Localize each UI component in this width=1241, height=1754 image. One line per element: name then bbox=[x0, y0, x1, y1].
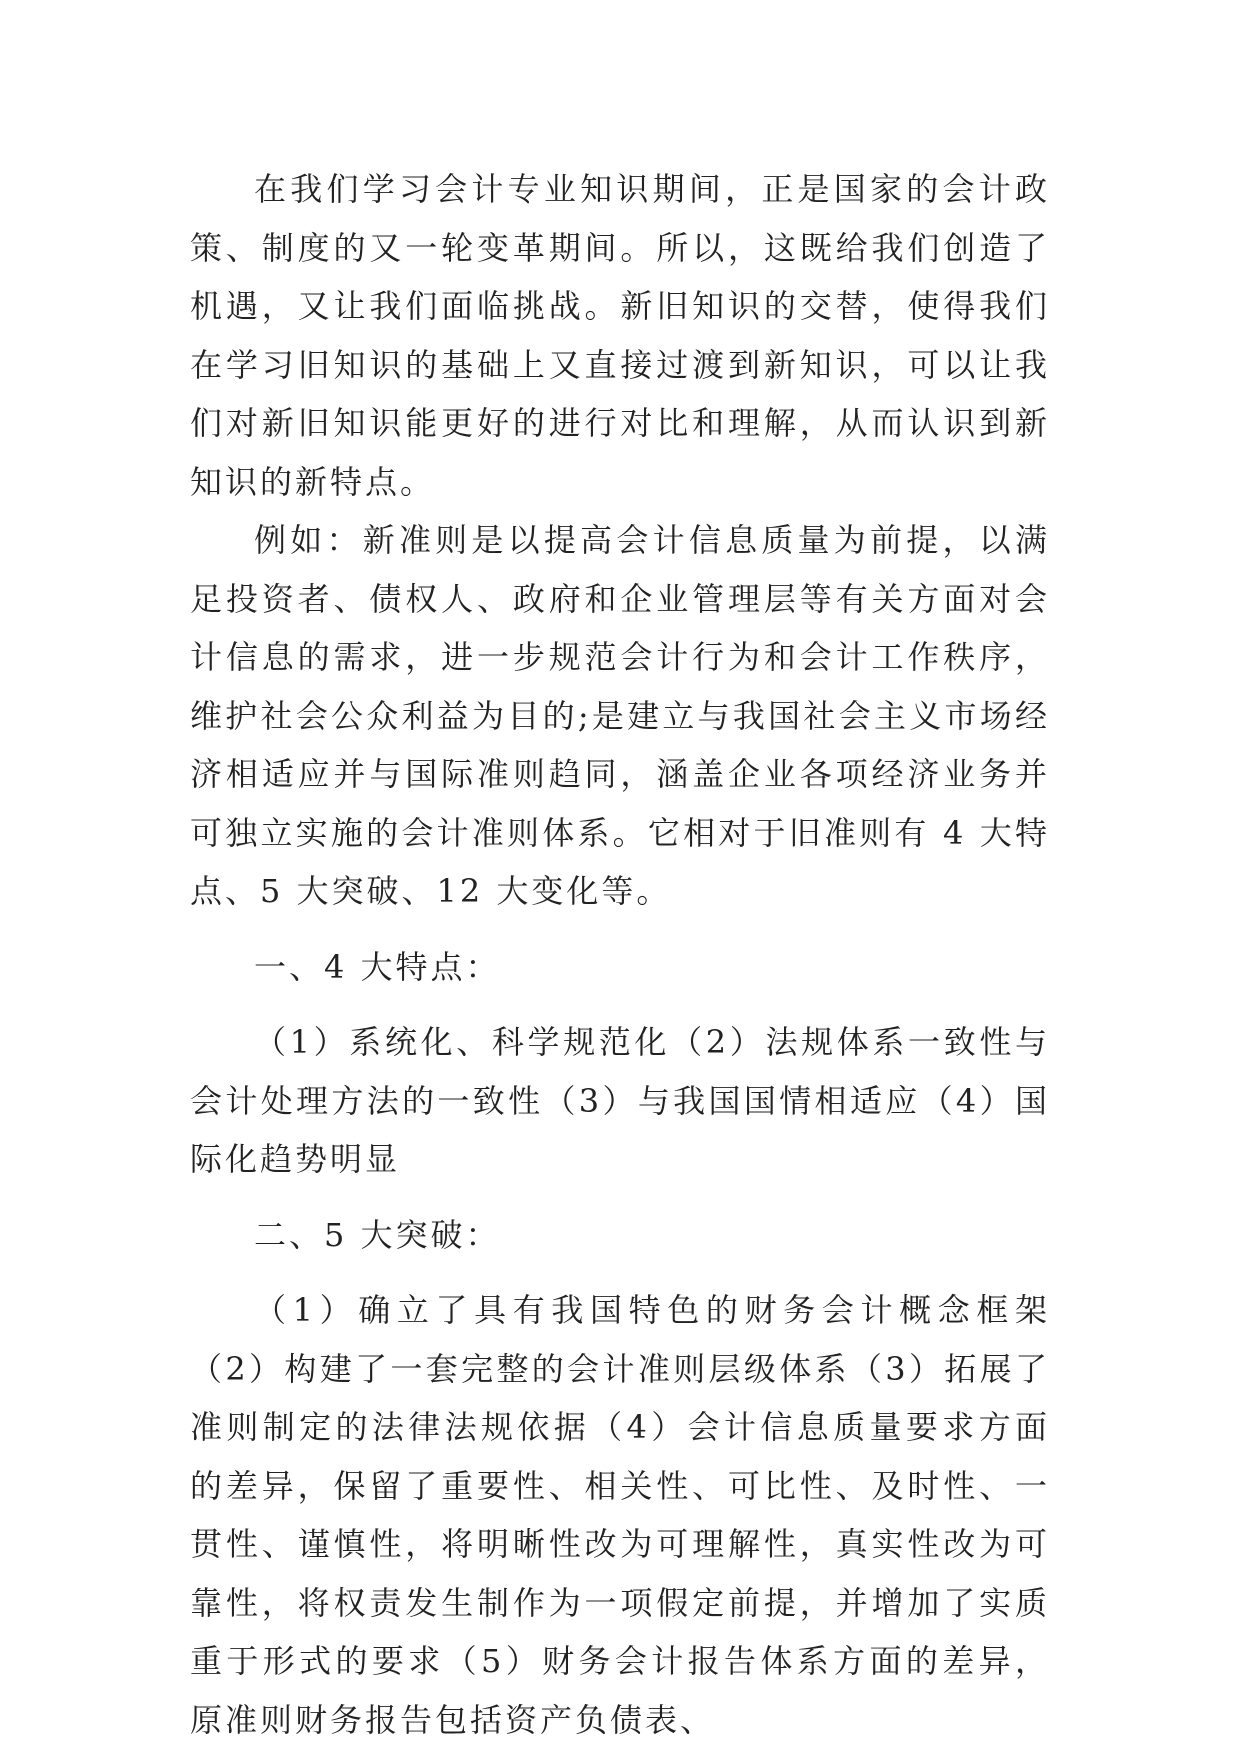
breakthroughs-paragraph: （1）确立了具有我国特色的财务会计概念框架（2）构建了一套完整的会计准则层级体系（3）拓展了准则制定的法律法规依据（4）会计信息质量要求方面的差异，保留了重要性、相关性、可比性、及时性、一贯性、谨慎性，将明晰性改为可理解性，真实性改为可靠性，将权责发生制作为一项假定前提，并增加了实质重于形式的要求（5）财务会计报告体系方面的差异，原准则财务报告包括资产负债表、 bbox=[190, 1291, 1050, 1739]
spacer bbox=[190, 996, 1050, 1013]
intro-paragraph: 在我们学习会计专业知识期间，正是国家的会计政策、制度的又一轮变革期间。所以，这既给我们创造了机遇，又让我们面临挑战。新旧知识的交替，使得我们在学习旧知识的基础上又直接过渡到新知识，可以让我们对新旧知识能更好的进行对比和理解，从而认识到新知识的新特点。 bbox=[190, 170, 1050, 501]
section-heading-breakthroughs: 二、5 大突破： bbox=[254, 1215, 501, 1254]
features-paragraph: （1）系统化、科学规范化（2）法规体系一致性与会计处理方法的一致性（3）与我国国情相适应（4）国际化趋势明显 bbox=[190, 1023, 1050, 1178]
example-paragraph: 例如：新准则是以提高会计信息质量为前提，以满足投资者、债权人、政府和企业管理层等有关方面对会计信息的需求，进一步规范会计行为和会计工作秩序，维护社会公众利益为目的;是建立与我国社会主义市场经济相适应并与国际准则趋同，涵盖企业各项经济业务并可独立实施的会计准则体系。它相对于旧准则有 4 大特点、5 大突破、12 大变化等。 bbox=[190, 521, 1050, 910]
section-heading-features: 一、4 大特点： bbox=[254, 947, 501, 986]
spacer bbox=[190, 1189, 1050, 1206]
spacer bbox=[190, 921, 1050, 938]
document-body bbox=[190, 160, 1050, 1749]
spacer bbox=[190, 1264, 1050, 1281]
